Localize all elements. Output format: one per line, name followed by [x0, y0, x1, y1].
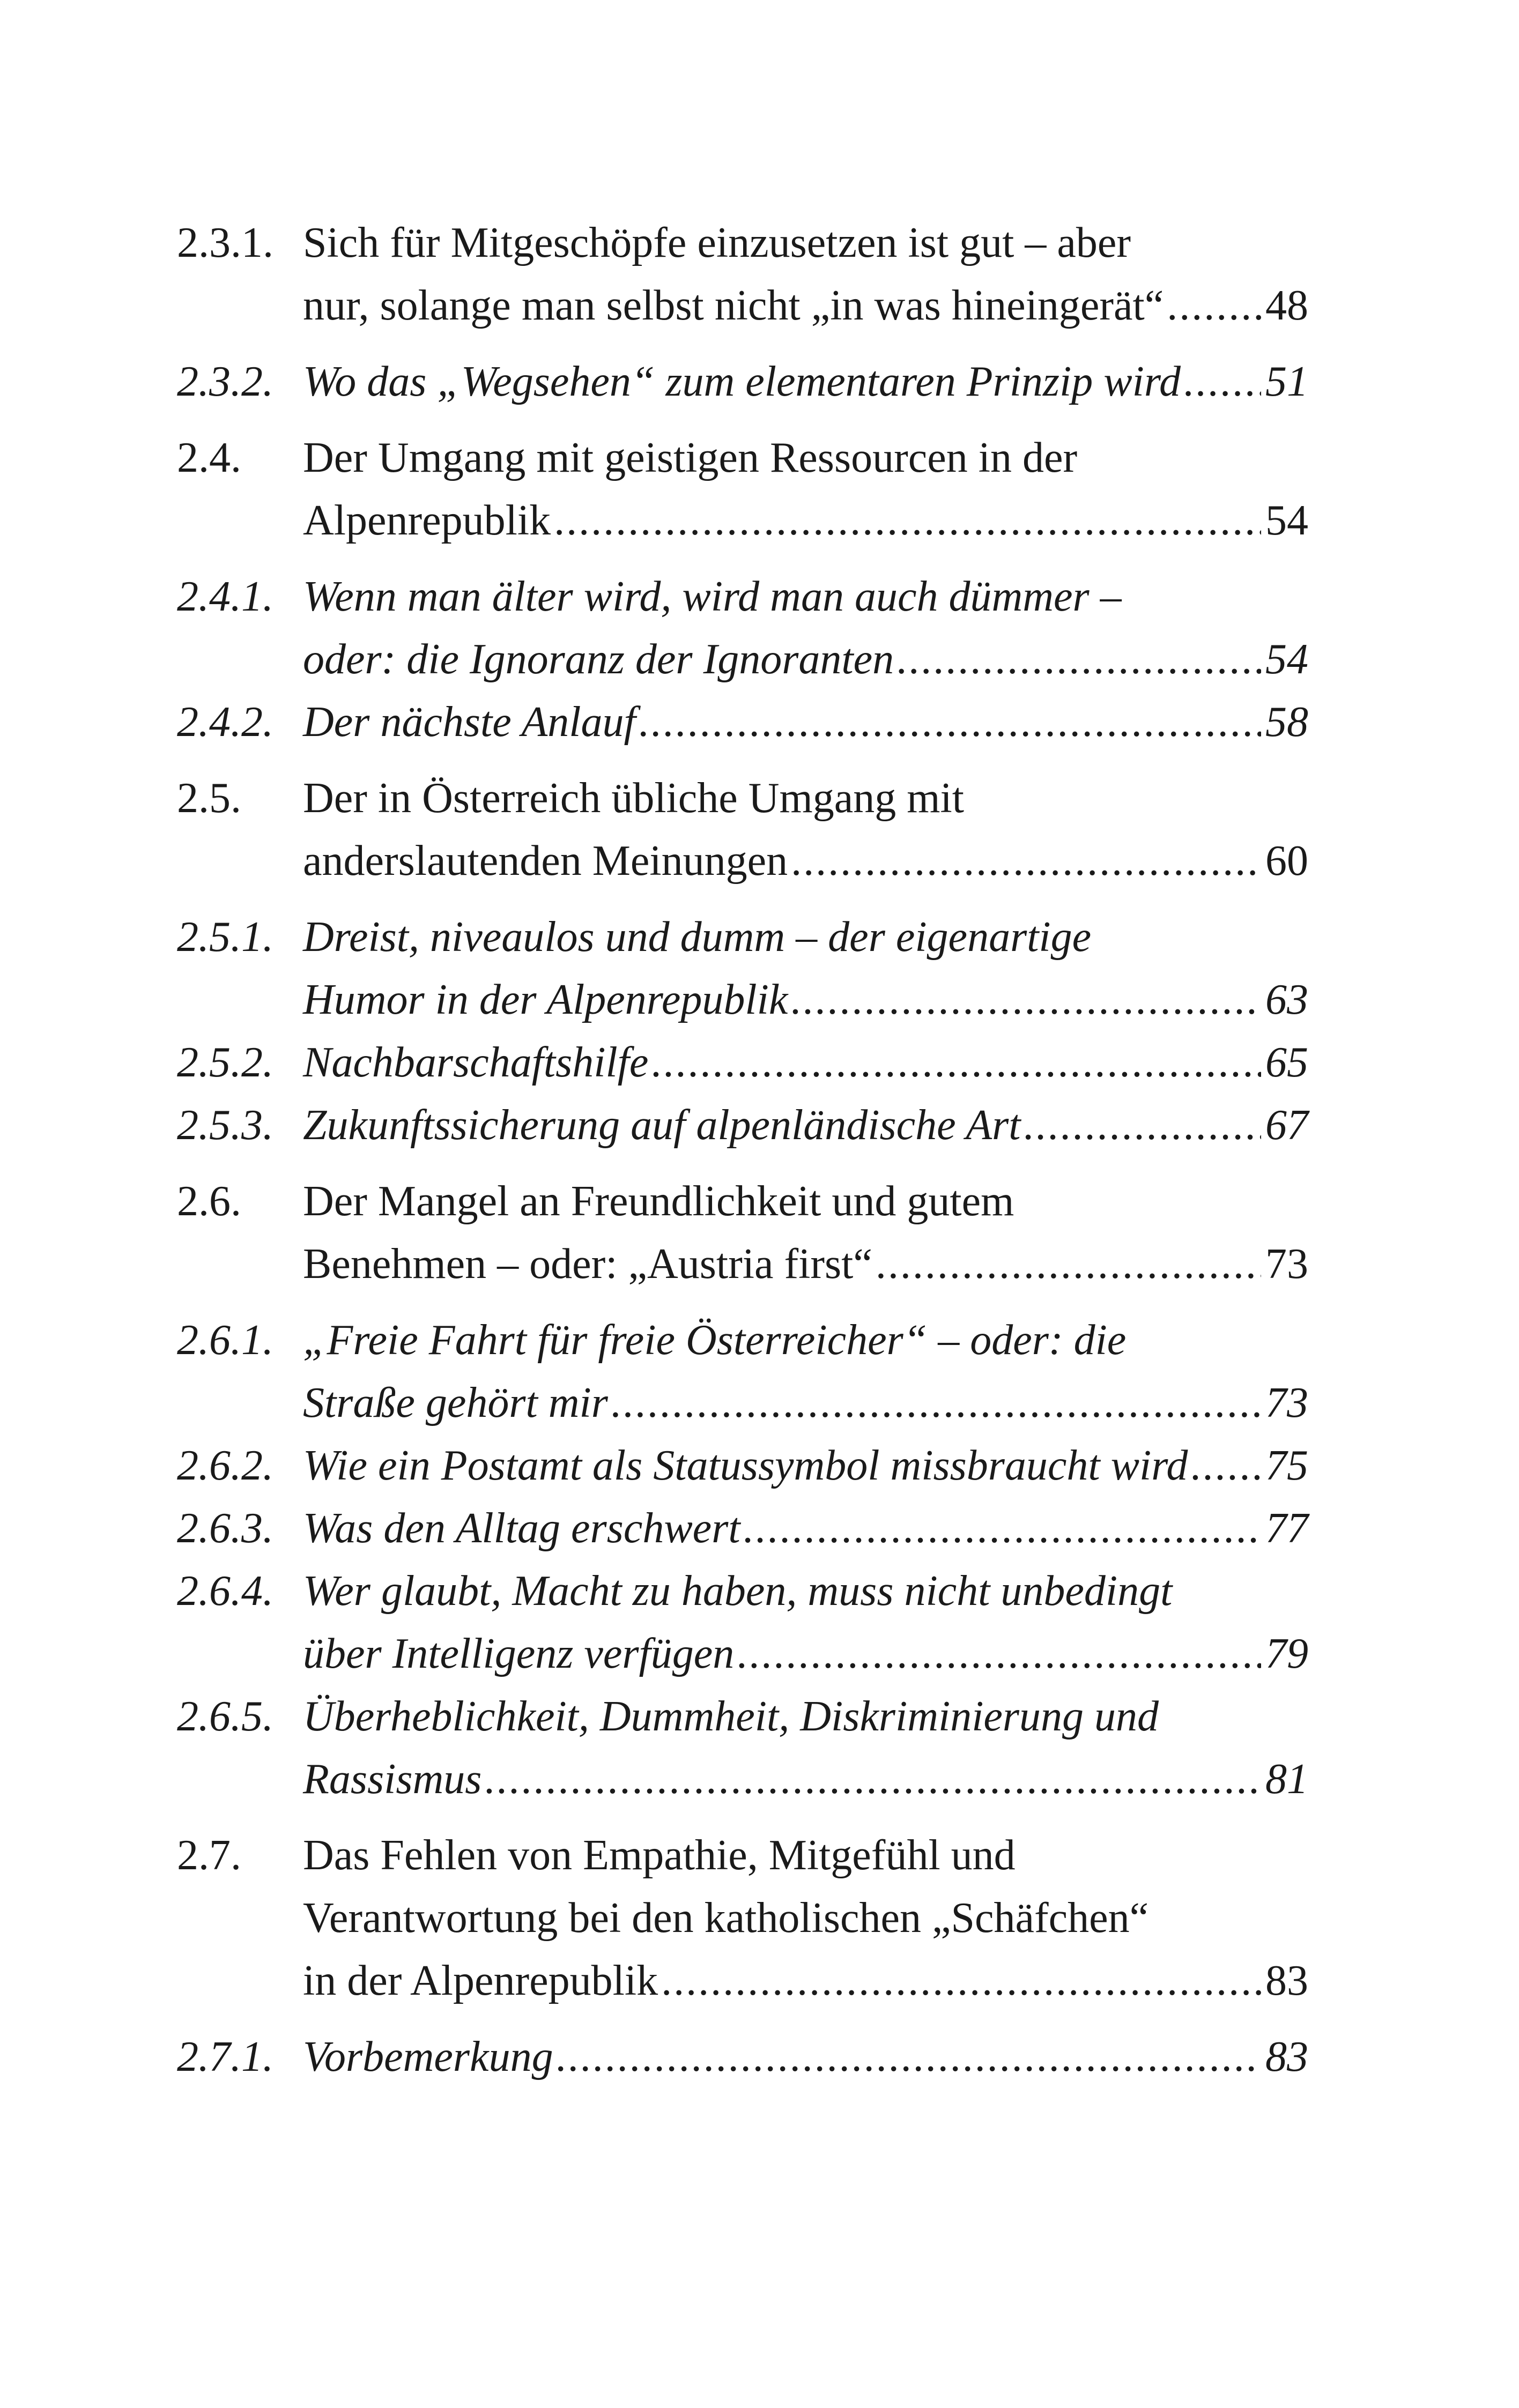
toc-entry-final-line — [303, 628, 1308, 691]
toc-entry-page-number: 54 — [1265, 636, 1308, 683]
toc-entry-title — [303, 1685, 1308, 1811]
toc-entry-page-number: 73 — [1265, 1240, 1308, 1288]
dot-leader — [897, 628, 1261, 691]
dot-leader — [651, 1031, 1261, 1094]
toc-entry-title — [303, 427, 1308, 552]
toc-entry-title — [303, 1560, 1308, 1685]
toc-entry-title-line: Das Fehlen von Empathie, Mitgefühl und — [303, 1832, 1016, 1879]
toc-entry-title-line: Der in Österreich übliche Umgang mit — [303, 775, 964, 822]
toc-entry-number: 2.3.2. — [177, 358, 273, 405]
toc-entry-final-line — [303, 1233, 1308, 1296]
dot-leader — [876, 1233, 1261, 1296]
toc-entry-final-line — [303, 1094, 1308, 1157]
toc-entry-title — [303, 351, 1308, 413]
toc-entry-title — [303, 1497, 1308, 1560]
toc-entry-number: 2.4.2. — [177, 698, 273, 746]
toc-entry-number: 2.7. — [177, 1832, 241, 1879]
toc-entry-title-line: anderslautenden Meinungen — [303, 837, 788, 885]
toc-entry-title-line: Alpenrepublik — [303, 497, 551, 544]
toc-entry — [177, 1435, 1308, 1497]
toc-entry — [177, 2026, 1308, 2089]
toc-entry-title — [303, 1435, 1308, 1497]
toc-entry-page-number: 48 — [1265, 282, 1308, 329]
toc-entry-number: 2.6.5. — [177, 1693, 273, 1740]
toc-entry-title — [303, 1170, 1308, 1296]
toc-entry-title-line: Benehmen – oder: „Austria first“ — [303, 1240, 872, 1288]
toc-entry-title-line: „Freie Fahrt für freie Österreicher“ – oder: die — [303, 1317, 1127, 1364]
toc-entry-number: 2.5.2. — [177, 1039, 273, 1086]
toc-entry-title — [303, 1031, 1308, 1094]
toc-entry-title-line: Wo das „Wegsehen“ zum elementaren Prinzip wird — [303, 358, 1181, 405]
toc-entry-number: 2.7.1. — [177, 2033, 273, 2080]
toc-entry-number: 2.5. — [177, 775, 241, 822]
toc-entry-final-line — [303, 489, 1308, 552]
toc-entry-final-line — [303, 2026, 1308, 2089]
toc-entry-number: 2.6.2. — [177, 1442, 273, 1489]
toc-entry — [177, 1031, 1308, 1094]
toc-entry-title — [303, 1094, 1308, 1157]
toc-entry-title-line: Humor in der Alpenrepublik — [303, 976, 788, 1023]
toc-entry-title-line: Sich für Mitgeschöpfe einzusetzen ist gut – aber — [303, 219, 1131, 266]
dot-leader — [1024, 1094, 1261, 1157]
toc-entry — [177, 691, 1308, 754]
toc-entry-number: 2.6.4. — [177, 1567, 273, 1615]
toc-entry-page-number: 54 — [1265, 497, 1308, 544]
toc-entry-page-number: 81 — [1265, 1756, 1308, 1803]
dot-leader — [611, 1372, 1261, 1435]
toc-entry-final-line — [303, 1497, 1308, 1560]
toc-entry-final-line — [303, 1748, 1308, 1811]
toc-entry-title — [303, 1824, 1308, 2012]
toc-entry — [177, 212, 1308, 337]
toc-entry-title — [303, 1309, 1308, 1435]
toc-entry-page-number: 67 — [1265, 1102, 1308, 1149]
toc-entry-number: 2.5.1. — [177, 913, 273, 961]
toc-entry-final-line — [303, 274, 1308, 337]
toc-entry — [177, 566, 1308, 691]
table-of-contents — [177, 212, 1308, 2089]
dot-leader — [791, 969, 1261, 1031]
toc-entry-page-number: 51 — [1265, 358, 1308, 405]
toc-entry-title-line: über Intelligenz verfügen — [303, 1630, 735, 1677]
toc-entry — [177, 351, 1308, 413]
toc-entry-title-line: in der Alpenrepublik — [303, 1957, 658, 2004]
dot-leader — [737, 1623, 1261, 1685]
dot-leader — [744, 1497, 1261, 1560]
dot-leader — [1184, 351, 1261, 413]
toc-entry-page-number: 77 — [1265, 1505, 1308, 1552]
toc-entry-title-line: Der Umgang mit geistigen Ressourcen in der — [303, 434, 1078, 481]
toc-entry-title-line: nur, solange man selbst nicht „in was hineingerät“ — [303, 282, 1164, 329]
toc-entry-title — [303, 212, 1308, 337]
toc-entry-title — [303, 906, 1308, 1031]
toc-entry-title-line: Wer glaubt, Macht zu haben, muss nicht unbedingt — [303, 1567, 1173, 1615]
toc-entry-title-line: Straße gehört mir — [303, 1379, 608, 1426]
toc-entry-number: 2.4. — [177, 434, 241, 481]
toc-entry-title-line: Dreist, niveaulos und dumm – der eigenartige — [303, 913, 1092, 961]
toc-entry — [177, 1685, 1308, 1811]
dot-leader — [661, 1950, 1261, 2012]
toc-entry-title-line: Verantwortung bei den katholischen „Schäfchen“ — [303, 1894, 1149, 1942]
toc-entry-final-line — [303, 351, 1308, 413]
toc-entry-page-number: 79 — [1265, 1630, 1308, 1677]
dot-leader — [1191, 1435, 1261, 1497]
toc-entry-final-line — [303, 1372, 1308, 1435]
toc-entry-page-number: 58 — [1265, 698, 1308, 746]
toc-entry — [177, 1094, 1308, 1157]
toc-entry — [177, 767, 1308, 893]
toc-entry-final-line — [303, 830, 1308, 893]
toc-entry-title-line: Nachbarschaftshilfe — [303, 1039, 649, 1086]
toc-entry-number: 2.3.1. — [177, 219, 273, 266]
toc-entry-page-number: 83 — [1265, 2033, 1308, 2080]
toc-entry-title — [303, 566, 1308, 691]
toc-entry-final-line — [303, 969, 1308, 1031]
toc-entry-title-line: Der nächste Anlauf — [303, 698, 636, 746]
toc-entry-number: 2.5.3. — [177, 1102, 273, 1149]
toc-entry-final-line — [303, 1435, 1308, 1497]
toc-entry-page-number: 83 — [1265, 1957, 1308, 2004]
dot-leader — [557, 2026, 1261, 2089]
toc-entry — [177, 1497, 1308, 1560]
toc-entry-final-line — [303, 1623, 1308, 1685]
toc-entry-title-line: Der Mangel an Freundlichkeit und gutem — [303, 1178, 1014, 1225]
toc-entry-title-line: Überheblichkeit, Dummheit, Diskriminierung und — [303, 1693, 1159, 1740]
toc-entry-title-line: Zukunftssicherung auf alpenländische Art — [303, 1102, 1021, 1149]
toc-entry-final-line — [303, 691, 1308, 754]
toc-entry — [177, 1170, 1308, 1296]
toc-entry-page-number: 65 — [1265, 1039, 1308, 1086]
toc-entry-number: 2.6. — [177, 1178, 241, 1225]
toc-entry — [177, 1824, 1308, 2012]
toc-entry — [177, 1560, 1308, 1685]
toc-entry — [177, 427, 1308, 552]
toc-entry-title — [303, 691, 1308, 754]
dot-leader — [791, 830, 1261, 893]
toc-entry-title-line: Rassismus — [303, 1756, 482, 1803]
toc-entry-final-line — [303, 1031, 1308, 1094]
toc-entry-final-line — [303, 1950, 1308, 2012]
toc-entry-title-line: Vorbemerkung — [303, 2033, 553, 2080]
toc-entry-page-number: 75 — [1265, 1442, 1308, 1489]
toc-entry-number: 2.6.1. — [177, 1317, 273, 1364]
toc-entry — [177, 1309, 1308, 1435]
toc-entry-number: 2.6.3. — [177, 1505, 273, 1552]
toc-entry-page-number: 60 — [1265, 837, 1308, 885]
toc-entry — [177, 906, 1308, 1031]
toc-entry-title-line: Wie ein Postamt als Statussymbol missbraucht wird — [303, 1442, 1188, 1489]
toc-entry-number: 2.4.1. — [177, 573, 273, 620]
toc-entry-page-number: 63 — [1265, 976, 1308, 1023]
toc-entry-title-line: Wenn man älter wird, wird man auch dümmer – — [303, 573, 1122, 620]
toc-entry-title-line: Was den Alltag erschwert — [303, 1505, 740, 1552]
dot-leader — [554, 489, 1261, 552]
dot-leader — [485, 1748, 1261, 1811]
toc-entry-title — [303, 767, 1308, 893]
dot-leader — [1167, 274, 1261, 337]
toc-entry-page-number: 73 — [1265, 1379, 1308, 1426]
toc-entry-title-line: oder: die Ignoranz der Ignoranten — [303, 636, 894, 683]
dot-leader — [639, 691, 1261, 754]
toc-entry-title — [303, 2026, 1308, 2089]
